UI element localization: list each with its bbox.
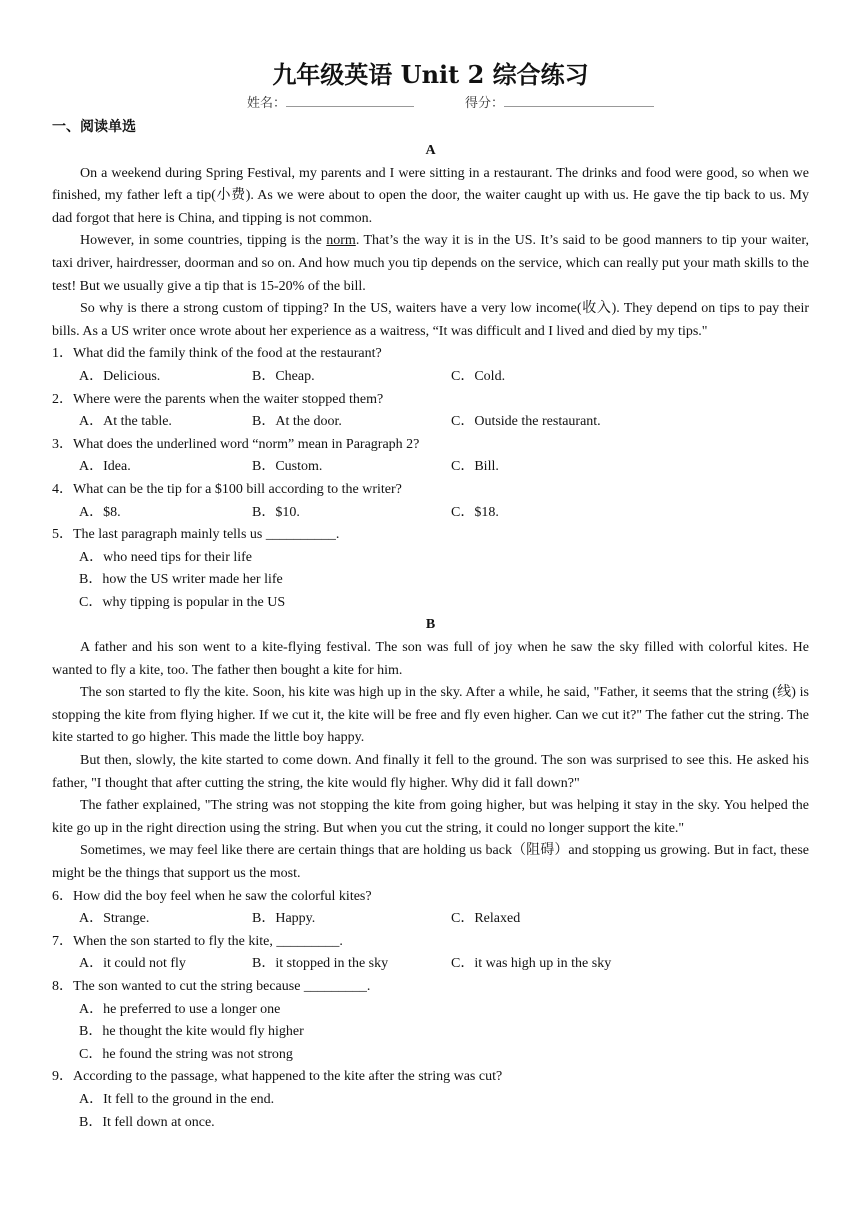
option-a[interactable]: A．$8. [79, 504, 121, 520]
worksheet-page [52, 58, 809, 1134]
question-7: 7．When the son started to fly the kite, _________. [52, 933, 343, 949]
question-2-options [52, 411, 809, 434]
question-1: 1．What did the family think of the food at the restaurant? [52, 346, 382, 362]
section-heading: 一、阅读单选 [52, 119, 136, 135]
question-6-options [52, 908, 809, 931]
option-a[interactable]: A．Strange. [79, 911, 150, 927]
question-4-options [52, 502, 809, 525]
option-b[interactable]: B．Happy. [252, 911, 316, 927]
passage-b-paragraph-1: A father and his son went to a kite-flying festival. The son was full of joy when he saw the sky filled with colorful kites. He wanted to fly a kite, too. The father then bought a kite for him. [52, 640, 809, 678]
option-b[interactable]: B．he thought the kite would fly higher [79, 1024, 304, 1040]
question-2: 2．Where were the parents when the waiter stopped them? [52, 391, 384, 407]
question-8: 8．The son wanted to cut the string because _________. [52, 978, 371, 994]
passage-b-paragraph-3: But then, slowly, the kite started to come down. And finally it fell to the ground. The son was surprised to see this. He asked his father, "I thought that after cutting the string, the kite would fly higher. Why did it fall down?" [52, 753, 809, 791]
option-b[interactable]: B．$10. [252, 504, 300, 520]
option-a[interactable]: A．he preferred to use a longer one [79, 1001, 281, 1017]
name-label: 姓名： [246, 96, 286, 111]
option-a[interactable]: A．Delicious. [79, 368, 161, 384]
option-a[interactable]: A．it could not fly [79, 956, 186, 972]
score-label: 得分： [465, 96, 505, 111]
question-5: 5．The last paragraph mainly tells us __________. [52, 527, 340, 543]
option-b[interactable]: B．it stopped in the sky [252, 956, 389, 972]
question-3: 3．What does the underlined word “norm” mean in Paragraph 2? [52, 436, 420, 452]
option-b[interactable]: B．Cheap. [252, 368, 315, 384]
option-a[interactable]: A．It fell to the ground in the end. [79, 1091, 275, 1107]
passage-b-paragraph-5: Sometimes, we may feel like there are certain things that are holding us back（阻碍）and stopping us growing. But in fact, these might be the things that support us the most. [52, 843, 809, 881]
passage-b-label: B [425, 617, 436, 633]
question-1-options [52, 366, 809, 389]
option-c[interactable]: C．$18. [451, 504, 499, 520]
option-b[interactable]: B．Custom. [252, 459, 323, 475]
question-9: 9．According to the passage, what happened to the kite after the string was cut? [52, 1069, 503, 1085]
question-3-options [52, 456, 809, 479]
passage-a-paragraph-1: On a weekend during Spring Festival, my parents and I were sitting in a restaurant. The drinks and food were good, so when we finished, my father left a tip(小费). As we were about to open the door, the waiter caught up with us. He gave the tip back to us. My dad forgot that here is China, and tipping is not common. [52, 165, 809, 226]
option-b[interactable]: B．how the US writer made her life [79, 572, 283, 588]
passage-a-paragraph-2: However, in some countries, tipping is the norm. That’s the way it is in the US. It’s said to be good manners to tip your waiter, taxi driver, hairdresser, doorman and so on. And how much you tip depends on the service, which can really put your math skills to the test! But we usually give a tip that is 15-20% of the bill. [52, 233, 809, 294]
option-c[interactable]: C．Outside the restaurant. [451, 414, 601, 430]
score-blank[interactable] [504, 92, 654, 107]
question-7-options [52, 953, 809, 976]
option-c[interactable]: C．why tipping is popular in the US [79, 594, 286, 610]
option-b[interactable]: B．It fell down at once. [79, 1114, 215, 1130]
option-a[interactable]: A．At the table. [79, 414, 172, 430]
name-score-row [92, 92, 809, 116]
name-blank[interactable] [286, 92, 414, 107]
question-4: 4．What can be the tip for a $100 bill according to the writer? [52, 481, 402, 497]
option-c[interactable]: C．Relaxed [451, 911, 521, 927]
passage-b-paragraph-4: The father explained, "The string was not stopping the kite from going higher, but was helping it stay in the sky. You helped the kite go up in the right direction using the string. But when you cut the string, it could no longer support the kite." [52, 798, 809, 836]
question-6: 6．How did the boy feel when he saw the colorful kites? [52, 888, 372, 904]
option-c[interactable]: C．Cold. [451, 368, 506, 384]
passage-a-label: A [425, 143, 436, 158]
option-a[interactable]: A．Idea. [79, 459, 131, 475]
option-a[interactable]: A．who need tips for their life [79, 549, 253, 565]
option-c[interactable]: C．it was high up in the sky [451, 956, 612, 972]
option-c[interactable]: C．Bill. [451, 459, 499, 475]
option-c[interactable]: C．he found the string was not strong [79, 1046, 293, 1062]
option-b[interactable]: B．At the door. [252, 414, 342, 430]
underlined-word: norm [326, 233, 356, 249]
passage-a-paragraph-3: So why is there a strong custom of tipping? In the US, waiters have a very low income(收入). They depend on tips to pay their bills. As a US writer once wrote about her experience as a waitress, “It was difficult and I lived and died by my tips." [52, 301, 809, 339]
passage-b-paragraph-2: The son started to fly the kite. Soon, his kite was high up in the sky. After a while, he said, "Father, it seems that the string (线) is stopping the kite from flying higher. If we cut it, the kite will be free and fly even higher. Can we cut it?" The father cut the string. The kite started to go higher. This made the little boy happy. [52, 685, 809, 746]
page-title: 九年级英语 Unit 2 综合练习 [272, 60, 589, 89]
